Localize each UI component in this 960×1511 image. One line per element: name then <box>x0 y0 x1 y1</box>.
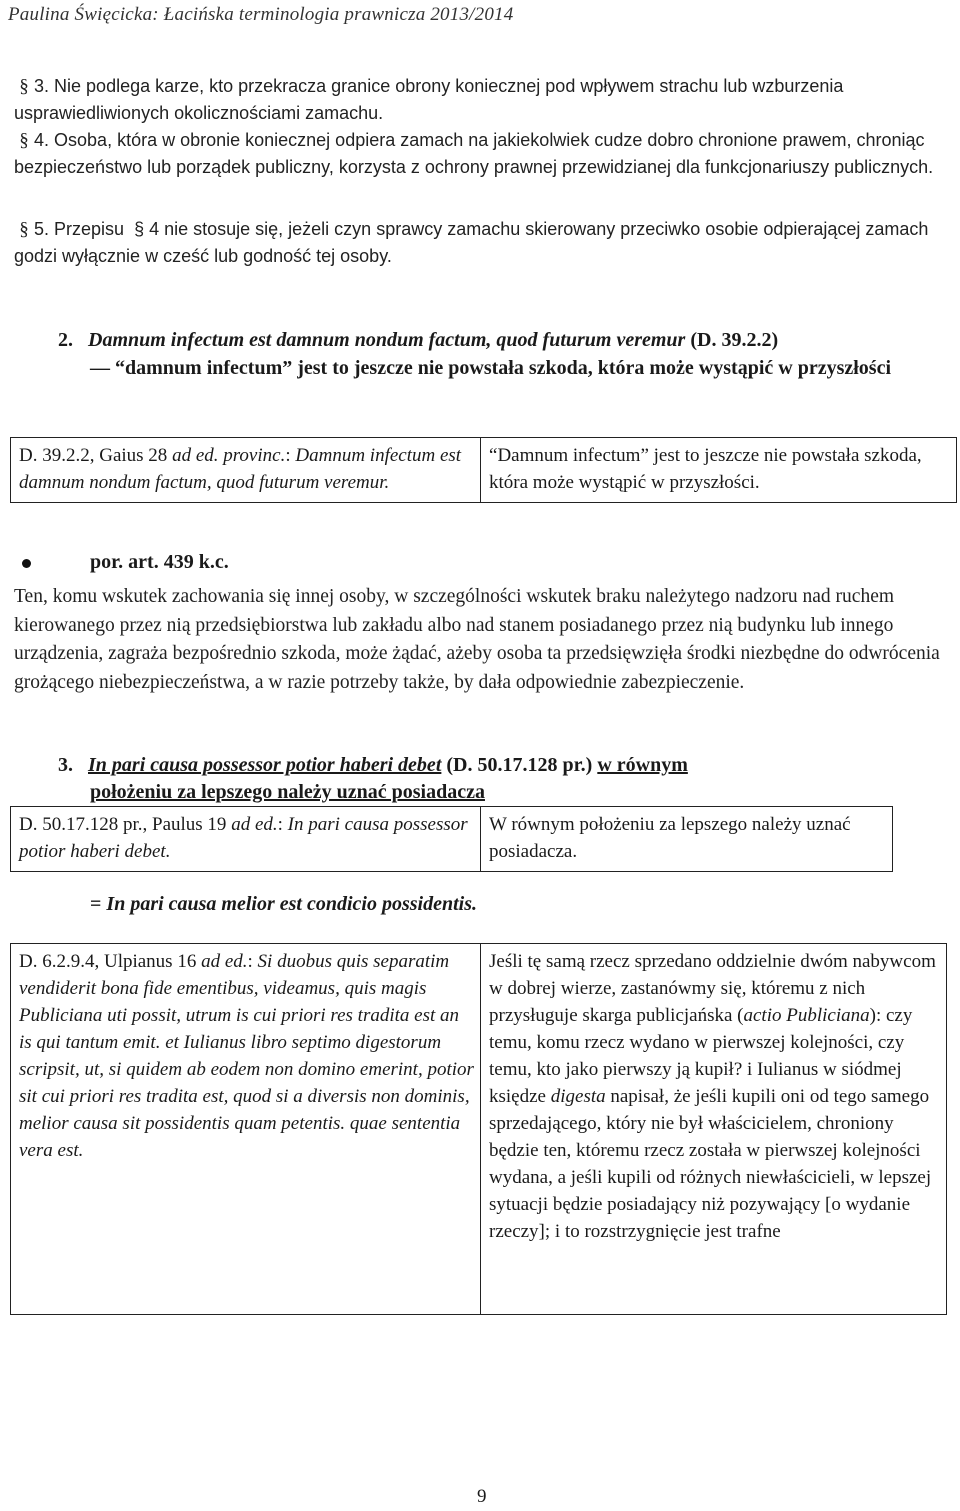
paragraph-5-number: 5. <box>34 219 50 239</box>
table-row <box>11 944 947 1315</box>
polish-translation-cell: W równym położeniu za lepszego należy uznać posiadacza. <box>481 807 893 872</box>
polish-translation-cell: Jeśli tę samą rzecz sprzedano oddzielnie dwóm nabywcom w dobrej wierze, zastanówmy się, któremu z nich przysługuje skarga publicjańska (actio Publiciana): czy temu, komu rzecz wydano w pierwszej kolejności, czy temu, kto jako pierwszy ją kupił? i Iulianus w siódmej księdze digesta napisał, że jeśli kupili oni od tego samego sprzedającego, który nie był właścicielem, chroniony będzie ten, któremu rzecz została w pierwszej kolejności wydana, a jeśli kupili od różnych niewłaścicieli, w lepszej sytuacji będzie posiadający niż pozywający [o wydanie rzeczy]; i to rozstrzygnięcie jest trafne <box>481 944 947 1315</box>
section-sign-icon: § <box>19 130 29 151</box>
section-3-translation-a: w równym <box>597 754 688 776</box>
paragraph-5-text-a: Przepisu <box>54 219 125 239</box>
section-2-latin: Damnum infectum est damnum nondum factum, quod futurum veremur <box>88 329 686 351</box>
section-3-latin: In pari causa possessor potior haberi debet <box>88 754 442 776</box>
section-3-translation: położeniu za lepszego należy uznać posiadacza <box>90 781 485 803</box>
civil-code-reference: por. art. 439 k.c. <box>90 551 229 573</box>
section-2-number: 2. <box>58 329 73 351</box>
paragraph-3-text: Nie podlega karze, kto przekracza granice obrony koniecznej pod wpływem strachu lub wzburzenia usprawiedliwionych okolicznościami zamachu. <box>14 76 844 123</box>
paragraph-4 <box>14 127 944 181</box>
section-sign-icon: § <box>134 219 145 239</box>
civil-code-text: Ten, komu wskutek zachowania się innej osoby, w szczególności wskutek braku należytego nadzoru nad ruchem kierowanego przez nią przedsiębiorstwa lub zakładu albo nad stanem posiadanego przez nią budynku lub innego urządzenia, zagraża bezpośrednio szkoda, może żądać, ażeby osoba ta przedsięwzięła środki niezbędne do odwrócenia grożącego niebezpieczeństwa, a w razie potrzeby także, by dała odpowiednie zabezpieczenie. <box>14 586 940 693</box>
latin-quote: In pari causa possessor potior haberi debet. <box>19 814 468 862</box>
latin-quote: Damnum infectum est damnum nondum factum, quod futurum veremur. <box>19 445 462 493</box>
page-number: 9 <box>477 1486 487 1507</box>
paragraph-3-number: 3. <box>34 76 50 96</box>
section-2-heading <box>58 327 918 353</box>
bullet-icon <box>22 559 31 568</box>
section-3-ref: (D. 50.17.128 pr.) <box>446 754 593 776</box>
paragraph-3 <box>14 73 944 127</box>
paragraph-4-number: 4. <box>34 130 50 150</box>
section-sign-icon: § <box>19 219 29 240</box>
section-2-ref: (D. 39.2.2) <box>690 329 779 351</box>
section-sign-icon: § <box>19 76 29 97</box>
source-table-2 <box>10 437 957 503</box>
section-2-term: damnum infectum <box>125 357 283 379</box>
source-table-4 <box>10 943 947 1315</box>
equivalent-maxim: = In pari causa melior est condicio possidentis. <box>90 893 477 915</box>
equivalent-maxim-latin: In pari causa melior est condicio possidentis. <box>106 893 477 915</box>
section-2-translation: — “damnum infectum” jest to jeszcze nie powstała szkoda, która może wystąpić w przyszłości <box>90 357 892 379</box>
polish-translation-cell: “Damnum infectum” jest to jeszcze nie powstała szkoda, która może wystąpić w przyszłości. <box>481 438 957 503</box>
latin-source-cell: D. 50.17.128 pr., Paulus 19 ad ed.: In pari causa possessor potior haberi debet. <box>11 807 481 872</box>
section-3-number: 3. <box>58 754 73 776</box>
paragraph-4-text: Osoba, która w obronie koniecznej odpiera zamach na jakiekolwiek cudze dobro chronione prawem, chroniąc bezpieczeństwo lub porządek publiczny, korzysta z ochrony prawnej przewidzianej dla funkcjonariuszy publicznych. <box>14 130 934 177</box>
paragraph-5-text-b: 4 nie stosuje się, jeżeli czyn sprawcy zamachu skierowany przeciwko osobie odpierającej zamach godzi wyłącznie w cześć lub godność tej osoby. <box>14 219 929 266</box>
section-3-heading <box>58 752 928 778</box>
running-header: Paulina Święcicka: Łacińska terminologia prawnicza 2013/2014 <box>8 4 514 25</box>
latin-source-cell: D. 39.2.2, Gaius 28 ad ed. provinc.: Damnum infectum est damnum nondum factum, quod futurum veremur. <box>11 438 481 503</box>
latin-quote: Si duobus quis separatim vendiderit bona fide ementibus, videamus, quis magis Publiciana uti possit, utrum is cui priori res tradita est an is qui tantum emit. et Iulianus libro septimo digestorum scripsit, ut, si quidem ab eodem non domino emerint, potior sit cui priori res tradita est, quod si a diversis non dominis, melior causa sit possidentis quam petentis. quae sententia vera est. <box>19 951 474 1161</box>
section-2-definition: jest to jeszcze nie powstała szkoda, która może wystąpić w przyszłości <box>297 357 892 379</box>
latin-source-cell: D. 6.2.9.4, Ulpianus 16 ad ed.: Si duobus quis separatim vendiderit bona fide ementibus, videamus, quis magis Publiciana uti possit, utrum is cui priori res tradita est an is qui tantum emit. et Iulianus libro septimo digestorum scripsit, ut, si quidem ab eodem non domino emerint, potior sit cui priori res tradita est, quod si a diversis non dominis, melior causa sit possidentis quam petentis. quae sententia vera est. <box>11 944 481 1315</box>
table-row <box>11 807 893 872</box>
source-table-3 <box>10 806 893 872</box>
table-row <box>11 438 957 503</box>
paragraph-5 <box>14 216 944 270</box>
